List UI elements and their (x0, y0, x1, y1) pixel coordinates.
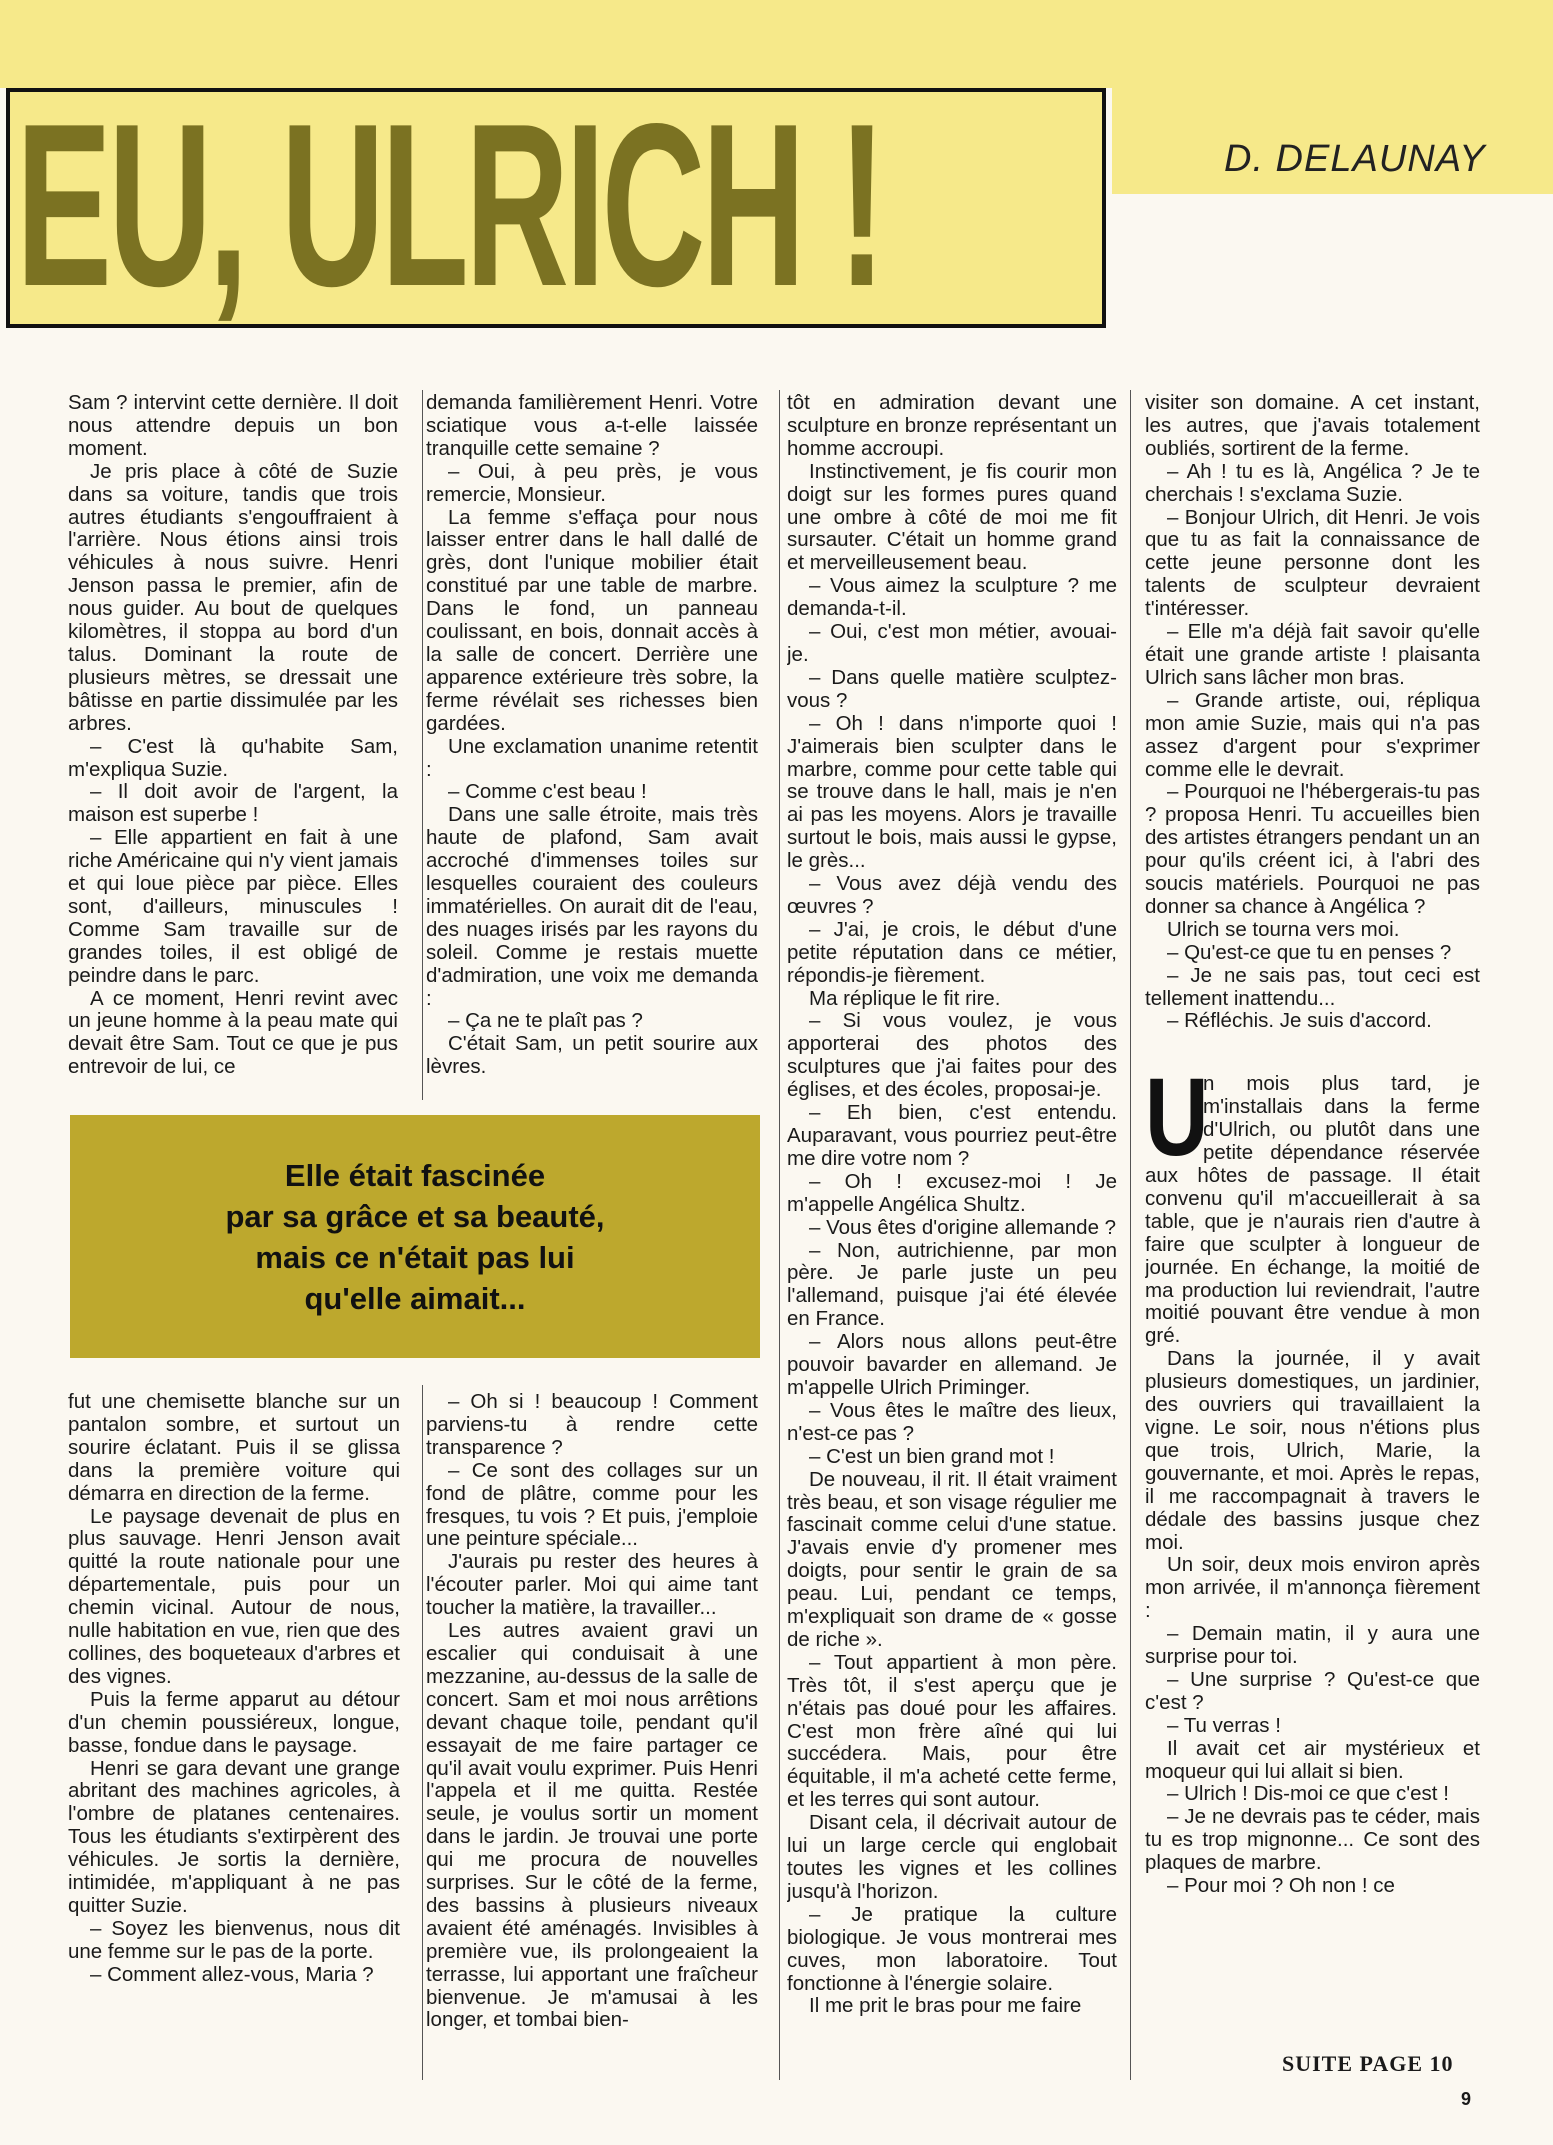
paragraph: Ulrich se tourna vers moi. (1167, 917, 1400, 941)
paragraph: – J'ai, je crois, le début d'une petite réputation dans ce métier, répondis-je fièrement. (787, 917, 1117, 987)
paragraph: – C'est un bien grand mot ! (809, 1444, 1055, 1468)
paragraph: – Ulrich ! Dis-moi ce que c'est ! (1167, 1782, 1449, 1806)
paragraph: Dans une salle étroite, mais très haute de plafond, Sam avait accroché d'immenses toiles sur lesquelles couraient des couleurs immatérielles. On aurait dit de l'eau, des nuages irisés par les rayons du soleil. Comme je restais muette d'admiration, une voix me demanda : (426, 803, 758, 1010)
paragraph: Disant cela, il décrivait autour de lui un large cercle qui englobait toutes les vignes et les collines jusqu'à l'horizon. (787, 1811, 1117, 1903)
paragraph: – Je pratique la culture biologique. Je vous montrerai mes cuves, mon laboratoire. Tout fonctionne à l'énergie solaire. (787, 1902, 1117, 1995)
column-2-bottom (426, 1391, 758, 2081)
paragraph: – Ce sont des collages sur un fond de plâtre, comme pour les fresques, tu vois ? Et puis, j'emploie une peinture spéciale... (426, 1458, 758, 1551)
column-divider (779, 390, 780, 2080)
paragraph: – Non, autrichienne, par mon père. Je parle juste un peu l'allemand, puisque j'ai été élevée en France. (787, 1238, 1117, 1331)
paragraph: – Ah ! tu es là, Angélica ? Je te cherchais ! s'exclama Suzie. (1145, 459, 1480, 506)
paragraph: Un soir, deux mois environ après mon arrivée, il m'annonça fièrement : (1145, 1553, 1480, 1623)
paragraph (1145, 1056, 1480, 1348)
column-1-top (68, 392, 398, 1092)
paragraph: – Oh ! dans n'importe quoi ! J'aimerais bien sculpter dans le marbre, comme pour cette table qui se trouve dans le hall, mais je n'en ai pas les moyens. Alors je travaille surtout le bois, mais aussi le gypse, le grès... (787, 711, 1117, 873)
paragraph: – Vous aimez la sculpture ? me demanda-t-il. (787, 574, 1117, 621)
paragraph: – Elle m'a déjà fait savoir qu'elle était une grande artiste ! plaisanta Ulrich sans lâcher mon bras. (1145, 620, 1480, 689)
paragraph: – Qu'est-ce que tu en penses ? (1167, 940, 1452, 964)
paragraph: Une exclamation unanime retentit : (426, 734, 758, 781)
paragraph: – Vous êtes le maître des lieux, n'est-ce pas ? (787, 1398, 1117, 1445)
page-number: 9 (1461, 2089, 1472, 2109)
paragraph: – Bonjour Ulrich, dit Henri. Je vois que tu as fait la connaissance de cette jeune personne dont les talents de sculpteur devraient t'intéresser. (1145, 505, 1480, 621)
paragraph: – Dans quelle matière sculptez-vous ? (787, 665, 1117, 712)
continued-label: SUITE PAGE 10 (1282, 2051, 1454, 2076)
paragraph: – Je ne devrais pas te céder, mais tu es trop mignonne... Ce sont des plaques de marbre. (1145, 1805, 1480, 1875)
paragraph: – Vous êtes d'origine allemande ? (809, 1215, 1117, 1239)
paragraph: tôt en admiration devant une sculpture en bronze représentant un homme accroupi. (787, 392, 1117, 460)
paragraph: Instinctivement, je fis courir mon doigt sur les formes pures quand une ombre à côté de moi me fit sursauter. C'était un homme grand et merveilleusement beau. (787, 459, 1117, 575)
column-4 (1145, 392, 1480, 2052)
paragraph: Il me prit le bras pour me faire (809, 1994, 1082, 2018)
article-title: EU, ULRICH ! (16, 88, 883, 328)
paragraph: – Ça ne te plaît pas ? (448, 1009, 643, 1033)
paragraph: De nouveau, il rit. Il était vraiment très beau, et son visage régulier me fascinait comme celui d'une statue. J'avais envie d'y promener mes doigts, pour sentir le grain de sa peau. Lui, pendant ce temps, m'expliquait son drame de « gosse de riche ». (787, 1467, 1117, 1651)
paragraph-text: n mois plus tard, je m'installais dans la ferme d'Ulrich, ou plutôt dans une petite dépendance réservée aux hôtes de passage. Il était convenu qu'il m'accueillerait à sa table, que je n'aurais rien d'autre à faire que sculpter à longueur de journée. En échange, la moitié de ma production lui reviendrait, l'autre moitié pouvant être vendue à mon gré. (1145, 1072, 1480, 1348)
paragraph: Henri se gara devant une grange abritant des machines agricoles, à l'ombre de platanes centenaires. Tous les étudiants s'extirpèrent des véhicules. Je sortis la dernière, intimidée, m'appliquant à ne pas quitter Suzie. (68, 1756, 400, 1917)
paragraph: – C'est là qu'habite Sam, m'expliqua Suzie. (68, 734, 398, 781)
paragraph: – Réfléchis. Je suis d'accord. (1167, 1009, 1432, 1033)
paragraph: C'était Sam, un petit sourire aux lèvres. (426, 1032, 758, 1079)
paragraph: – Elle appartient en fait à une riche Américaine qui n'y vient jamais et qui loue pièce par pièce. Elles sont, d'ailleurs, minuscules ! Comme Sam travaille sur de grandes toiles, il est obligé de peindre dans le parc. (68, 826, 398, 987)
title-box (6, 88, 1106, 328)
paragraph: – Oh ! excusez-moi ! Je m'appelle Angélica Shultz. (787, 1169, 1117, 1216)
paragraph: – Je ne sais pas, tout ceci est tellement inattendu... (1145, 963, 1480, 1010)
paragraph: Sam ? intervint cette dernière. Il doit nous attendre depuis un bon moment. (68, 392, 398, 460)
paragraph: Le paysage devenait de plus en plus sauvage. Henri Jenson avait quitté la route nationale pour une départementale, puis pour un chemin vicinal. Autour de nous, nulle habitation en vue, rien que des collines, des boqueteaux d'arbres et des vignes. (68, 1504, 400, 1688)
paragraph: A ce moment, Henri revint avec un jeune homme à la peau mate qui devait être Sam. Tout ce que je pus entrevoir de lui, ce (68, 986, 398, 1079)
paragraph: visiter son domaine. A cet instant, les autres, que j'avais totalement oubliés, sortirent de la ferme. (1145, 392, 1480, 460)
paragraph: La femme s'effaça pour nous laisser entrer dans le hall dallé de grès, dont l'unique mobilier était constitué par une table de marbre. Dans le fond, un panneau coulissant, en bois, donnait accès à la salle de concert. Derrière une apparence extérieure très sobre, la ferme révélait ses richesses bien gardées. (426, 505, 758, 735)
paragraph: Puis la ferme apparut au détour d'un chemin poussiéreux, longue, basse, fondue dans le paysage. (68, 1687, 400, 1757)
paragraph: Je pris place à côté de Suzie dans sa voiture, tandis que trois autres étudiants s'engouffraient à l'arrière. Nous étions ainsi trois véhicules à nous suivre. Henri Jenson passa le premier, afin de nous guider. Au bout de quelques kilomètres, il stoppa au bord d'un talus. Dominant la route de plusieurs mètres, se dressait une bâtisse en partie dissimulée par les arbres. (68, 459, 398, 735)
paragraph: – Oui, à peu près, je vous remercie, Monsieur. (426, 459, 758, 506)
column-divider (422, 1385, 423, 2080)
pull-quote (95, 1155, 735, 1319)
paragraph: J'aurais pu rester des heures à l'écouter parler. Moi qui aime tant toucher la matière, la travailler... (426, 1550, 758, 1620)
paragraph: – Comme c'est beau ! (448, 780, 647, 804)
paragraph: – Comment allez-vous, Maria ? (90, 1962, 374, 1986)
pull-quote-line: qu'elle aimait... (304, 1280, 526, 1316)
paragraph: – Oui, c'est mon métier, avouai-je. (787, 620, 1117, 666)
paragraph: Il avait cet air mystérieux et moqueur qui lui allait si bien. (1145, 1736, 1480, 1783)
paragraph: – Tu verras ! (1167, 1713, 1281, 1737)
paragraph: – Vous avez déjà vendu des œuvres ? (787, 872, 1117, 918)
paragraph: Ma réplique le fit rire. (809, 986, 1001, 1010)
paragraph: – Alors nous allons peut-être pouvoir bavarder en allemand. Je m'appelle Ulrich Priminger. (787, 1330, 1117, 1399)
paragraph: Les autres avaient gravi un escalier qui conduisait à une mezzanine, au-dessus de la salle de concert. Sam et moi nous arrêtions devant chaque toile, pendant qu'il essayait de me faire partager ce qu'il avait voulu exprimer. Puis Henri l'appela et il me quitta. Restée seule, je voulus sortir un moment dans le jardin. Je trouvai une porte qui me procura de nouvelles surprises. Sur le côté de la ferme, des bassins à plusieurs niveaux avaient été aménagés. Invisibles à première vue, ils prolongeaient la terrasse, lui apportant une fraîcheur bienvenue. Je m'amusai à les longer, et tombai bien- (426, 1619, 758, 2032)
column-1-bottom (68, 1391, 400, 2081)
pull-quote-box (70, 1115, 760, 1358)
paragraph: – Pourquoi ne l'hébergerais-tu pas ? proposa Henri. Tu accueilles bien des artistes étrangers pendant un an pour qu'ils créent ici, à l'abri des soucis matériels. Pourquoi ne pas donner sa chance à Angélica ? (1145, 780, 1480, 918)
column-divider (1130, 390, 1131, 2080)
pull-quote-line: Elle était fascinée (284, 1157, 546, 1193)
paragraph: – Eh bien, c'est entendu. Auparavant, vous pourriez peut-être me dire votre nom ? (787, 1101, 1117, 1170)
column-divider (422, 390, 423, 1100)
paragraph: – Il doit avoir de l'argent, la maison est superbe ! (68, 780, 398, 827)
paragraph: – Une surprise ? Qu'est-ce que c'est ? (1145, 1667, 1480, 1714)
paragraph: – Oh si ! beaucoup ! Comment parviens-tu à rendre cette transparence ? (426, 1391, 758, 1459)
pull-quote-line: mais ce n'était pas lui (255, 1239, 575, 1275)
top-color-band (0, 0, 1553, 88)
paragraph: – Grande artiste, oui, répliqua mon amie Suzie, mais qui n'a pas assez d'argent pour s'exprimer comme elle le devrait. (1145, 688, 1480, 781)
paragraph: – Pour moi ? Oh non ! ce (1167, 1874, 1395, 1898)
paragraph: – Tout appartient à mon père. Très tôt, il s'est aperçu que je n'étais pas doué pour les affaires. C'est mon frère aîné qui lui succédera. Mais, pour être équitable, il m'a acheté cette ferme, et les terres qui sont autour. (787, 1650, 1117, 1812)
paragraph: – Soyez les bienvenus, nous dit une femme sur le pas de la porte. (68, 1916, 400, 1963)
paragraph: demanda familièrement Henri. Votre sciatique vous a-t-elle laissée tranquille cette semaine ? (426, 392, 758, 460)
paragraph: fut une chemisette blanche sur un pantalon sombre, et surtout un sourire éclatant. Puis il se glissa dans la première voiture qui démarra en direction de la ferme. (68, 1391, 400, 1505)
column-2-top (426, 392, 758, 1092)
paragraph: – Demain matin, il y aura une surprise pour toi. (1145, 1622, 1480, 1669)
paragraph: – Si vous voulez, je vous apporterai des photos des sculptures que j'ai faites pour des églises, et des écoles, proposai-je. (787, 1009, 1117, 1102)
author-name: D. DELAUNAY (1224, 138, 1486, 180)
column-3 (787, 392, 1117, 2082)
drop-cap: U (1145, 1056, 1209, 1180)
paragraph: Dans la journée, il y avait plusieurs domestiques, un jardinier, des ouvriers qui travaillaient la vigne. Le soir, nous n'étions plus que trois, Ulrich, Marie, la gouvernante, et moi. Après le repas, il me raccompagnait à travers le dédale des bassins jusque chez moi. (1145, 1347, 1480, 1554)
pull-quote-line: par sa grâce et sa beauté, (225, 1198, 605, 1234)
